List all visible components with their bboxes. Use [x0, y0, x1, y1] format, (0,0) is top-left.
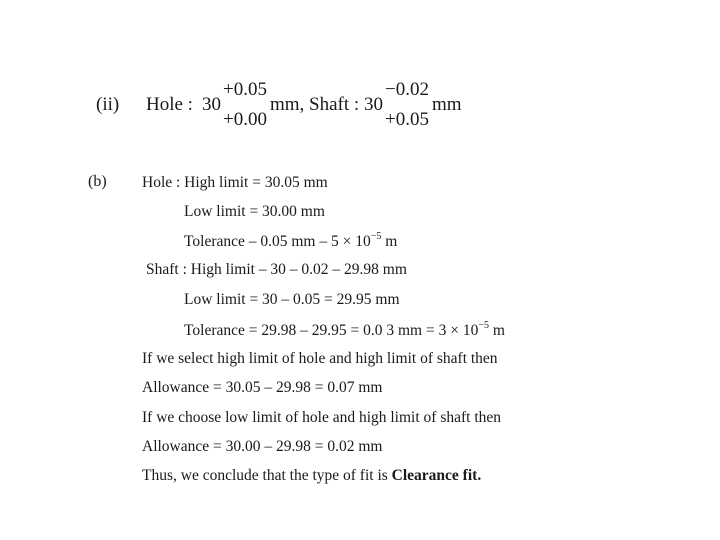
- shaft-low-limit: Low limit = 30 – 0.05 = 29.95 mm: [184, 291, 400, 308]
- conclusion-text: Thus, we conclude that the type of fit is: [142, 467, 388, 484]
- shaft-basic-size: 30: [364, 94, 383, 115]
- hole-low-limit: Low limit = 30.00 mm: [184, 203, 325, 220]
- hole-tolerance-exponent: −5: [370, 231, 382, 242]
- shaft-tolerance-text: Tolerance = 29.98 – 29.95 = 0.0 3 mm = 3 × 10: [184, 322, 479, 340]
- shaft-tolerance-exponent: −5: [478, 320, 489, 331]
- hole-upper-deviation: +0.05: [223, 79, 267, 100]
- shaft-tolerance: [184, 321, 505, 340]
- fit-type: Clearance fit.: [391, 467, 482, 484]
- choose-low-limit-line: If we choose low limit of hole and high limit of shaft then: [142, 409, 502, 426]
- part-ii-label: (ii): [96, 94, 120, 115]
- select-high-limits-line: If we select high limit of hole and high limit of shaft then: [142, 350, 498, 367]
- hole-unit-shaft-label: mm, Shaft :: [270, 94, 360, 115]
- allowance-2: Allowance = 30.00 – 29.98 = 0.02 mm: [142, 438, 383, 455]
- shaft-tolerance-unit: m: [492, 322, 505, 340]
- part-b-label: (b): [88, 173, 107, 190]
- hole-high-limit: Hole : High limit = 30.05 mm: [142, 174, 328, 191]
- hole-basic-size: 30: [202, 94, 221, 115]
- hole-tolerance: [184, 232, 397, 251]
- conclusion: [142, 467, 481, 485]
- shaft-unit: mm: [432, 94, 462, 115]
- shaft-high-limit: Shaft : High limit – 30 – 0.02 – 29.98 mm: [146, 261, 407, 278]
- hole-lower-deviation: +0.00: [223, 109, 267, 130]
- allowance-1: Allowance = 30.05 – 29.98 = 0.07 mm: [142, 379, 383, 396]
- hole-tolerance-text: Tolerance – 0.05 mm – 5 × 10: [184, 233, 371, 251]
- hole-label: Hole :: [146, 94, 193, 115]
- shaft-lower-deviation: +0.05: [385, 109, 429, 130]
- shaft-upper-deviation: −0.02: [385, 79, 429, 100]
- hole-tolerance-unit: m: [385, 233, 398, 251]
